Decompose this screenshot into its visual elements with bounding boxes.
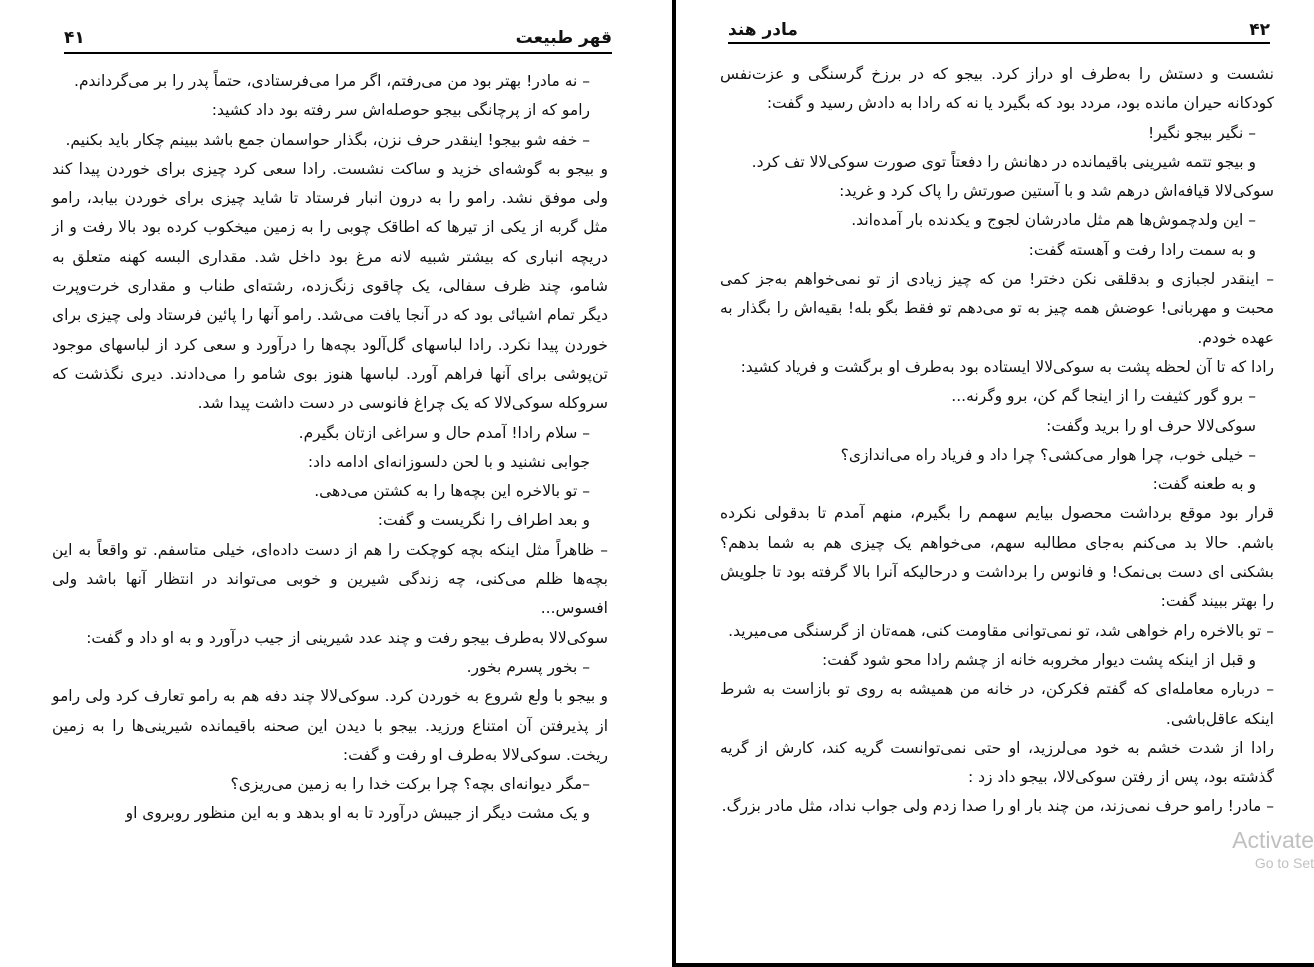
paragraph: و به طعنه گفت:	[1152, 475, 1256, 494]
left-page-number: ۴۱	[64, 28, 85, 48]
paragraph: سوکی‌لالا به‌طرف بیجو رفت و چند عدد شیرینی از جیب درآورد و به او داد و گفت:	[86, 628, 608, 647]
right-page-body	[720, 60, 1274, 822]
paragraph: و بیجو به گوشه‌ای خزید و ساکت نشست. رادا سعی کرد چیزی برای خوردن پیدا کند ولی موفق نشد. رامو را به درون انبار فرستاد تا شاید چیزی برای خوردن بیابد، رامو مثل گربه از یکی از تیرها که اطاقک چوبی را به زمین میخکوب کرده بود بالا رفت و از دریچه انباری که بیشتر شبیه لانه مرغ بود داخل شد. مقداری البسه کهنه متعلق به شامو، چند ظرف سفالی، یک چاقوی زنگ‌زده، رشته‌ای طناب و مقداری خرت‌وپرت دیگر تمام اشیائی بود که در آنجا یافت می‌شد. رامو آنها را پائین فرستاد ولی چیزی برای خوردن پیدا نکرد. رادا لباسهای گل‌آلود بچه‌ها را درآورد و سعی کرد از لباسهای موجود تن‌پوشی برای آنها فراهم آورد. لباسها هنوز بوی شامو را می‌دادند. دیری نگذشت که سروکله سوکی‌لالا که یک چراغ فانوسی در دست داشت پیدا شد.	[52, 159, 608, 413]
paragraph: سوکی‌لالا حرف او را برید وگفت:	[1046, 416, 1256, 435]
paragraph: – سلام رادا! آمدم حال و سراغی ازتان بگیرم.	[298, 423, 590, 442]
right-page-number: ۴۲	[1249, 20, 1270, 40]
paragraph: – برو گور کثیفت را از اینجا گم کن، برو وگرنه...	[951, 387, 1256, 406]
paragraph: – خفه شو بیجو! اینقدر حرف نزن، بگذار حواسمان جمع باشد ببینم چکار باید بکنیم.	[65, 130, 590, 149]
paragraph: نشست و دستش را به‌طرف او دراز کرد. بیجو که در برزخ گرسنگی و عزت‌نفس کودکانه حیران مانده بود، مردد بود که بگیرد یا نه که رادا به دادش رسید و گفت:	[720, 65, 1274, 113]
paragraph: – نگیر بیجو نگیر!	[1148, 123, 1256, 142]
paragraph: قرار بود موقع برداشت محصول بیایم سهمم را بگیرم، منهم آمدم تا بدقولی نکرده باشم. حالا بد می‌کنم به‌جای مطالبه سهم، می‌خواهم یک چیزی هم به شما بدهم؟ بشکنی ای دست بی‌نمک! و فانوس را برداشت و درحالیکه آنرا بالا گرفته بود تا جلویش را بهتر ببیند گفت:	[720, 504, 1274, 611]
paragraph: – تو بالاخره رام خواهی شد، تو نمی‌توانی مقاومت کنی، همه‌تان از گرسنگی می‌میرید.	[728, 621, 1274, 640]
left-page-header	[64, 28, 612, 54]
right-page-header	[728, 20, 1270, 44]
left-page-title: قهر طبیعت	[515, 28, 612, 48]
paragraph: و بیجو با ولع شروع به خوردن کرد. سوکی‌لالا چند دفه هم به رامو تعارف کرد ولی رامو از پذیرفتن آن امتناع ورزید. بیجو با دیدن این صحنه باقیمانده شیرینی‌ها را به زمین ریخت. سوکی‌لالا به‌طرف او رفت و گفت:	[52, 687, 608, 764]
paragraph: جوابی نشنید و با لحن دلسوزانه‌ای ادامه داد:	[307, 452, 590, 471]
right-page-title: مادر هند	[728, 20, 798, 40]
right-page	[672, 0, 1314, 967]
paragraph: رادا که تا آن لحظه پشت به سوکی‌لالا ایستاده بود به‌طرف او برگشت و فریاد کشید:	[740, 357, 1274, 376]
paragraph: – مادر! رامو حرف نمی‌زند، من چند بار او را صدا زدم ولی جواب نداد، مثل مادر بزرگ.	[721, 797, 1274, 816]
watermark-subtitle: Go to Set	[1254, 855, 1314, 871]
paragraph: و بعد اطراف را نگریست و گفت:	[377, 511, 590, 530]
paragraph: – تو بالاخره این بچه‌ها را به کشتن می‌دهی.	[314, 482, 590, 501]
left-page-body	[52, 67, 608, 829]
paragraph: – خیلی خوب، چرا هوار می‌کشی؟ چرا داد و فریاد راه می‌اندازی؟	[840, 445, 1256, 464]
paragraph: – اینقدر لجبازی و بدقلقی نکن دختر! من که چیز زیادی از تو نمی‌خواهم به‌جز کمی محبت و مهربانی! عوضش همه چیز به تو می‌دهم تو فقط بگو بله! بقیه‌اش را بگذار به عهده خودم.	[720, 270, 1274, 347]
paragraph: و یک مشت دیگر از جیبش درآورد تا به او بدهد و به این منظور روبروی او	[125, 804, 590, 823]
paragraph: سوکی‌لالا قیافه‌اش درهم شد و با آستین صورتش را پاک کرد و غرید:	[839, 182, 1274, 201]
paragraph: رادا از شدت خشم به خود می‌لرزید، او حتی نمی‌توانست گریه کند، کارش از گریه گذشته بود، پس از رفتن سوکی‌لالا، بیجو داد زد :	[720, 738, 1274, 787]
paragraph: و به سمت رادا رفت و آهسته گفت:	[1028, 240, 1256, 259]
paragraph: – این ولدچموش‌ها هم مثل مادرشان لجوج و یکدنده بار آمده‌اند.	[851, 211, 1256, 230]
paragraph: – نه مادر! بهتر بود من می‌رفتم، اگر مرا می‌فرستادی، حتماً پدر را بر می‌گرداندم.	[74, 72, 590, 90]
paragraph: – بخور پسرم بخور.	[466, 657, 590, 676]
paragraph: – درباره معامله‌ای که گفتم فکرکن، در خانه من همیشه به روی تو بازاست به شرط اینکه عاقل‌باشی.	[720, 680, 1274, 728]
paragraph: –مگر دیوانه‌ای بچه؟ چرا برکت خدا را به زمین می‌ریزی؟	[230, 775, 590, 794]
watermark-title: Activate	[1232, 827, 1314, 853]
paragraph: و بیجو تتمه شیرینی باقیمانده در دهانش را دفعتاً توی صورت سوکی‌لالا تف کرد.	[751, 152, 1256, 171]
paragraph: – ظاهراً مثل اینکه بچه کوچکت را هم از دست داده‌ای، خیلی متاسفم. تو واقعاً به این بچه‌ها ظلم می‌کنی، چه زندگی شیرین و خوبی می‌تواند در انتظار آنها باشد ولی افسوس...	[52, 540, 608, 618]
paragraph: و قبل از اینکه پشت دیوار مخروبه خانه از چشم رادا محو شود گفت:	[822, 650, 1256, 669]
paragraph: رامو که از پرچانگی بیجو حوصله‌اش سر رفته بود داد کشید:	[211, 101, 590, 120]
